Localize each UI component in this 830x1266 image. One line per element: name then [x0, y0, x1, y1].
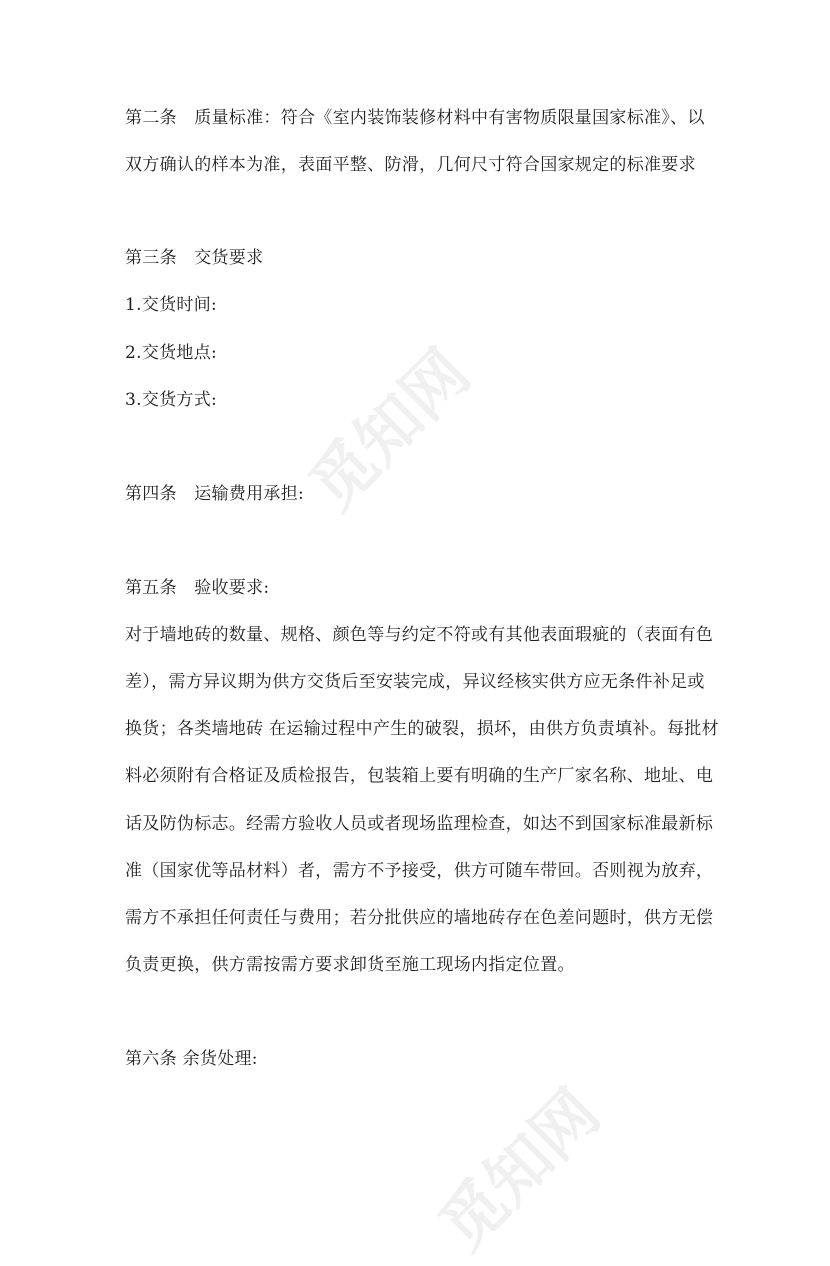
article-5-line-7: 需方不承担任何责任与费用；若分批供应的墙地砖存在色差问题时，供方无偿 [125, 908, 714, 928]
watermark-center: 觅知网 [296, 336, 485, 525]
article-5-heading: 第五条 验收要求: [125, 578, 270, 598]
article-2-line-1: 第二条 质量标准：符合《室内装饰装修材料中有害物质限量国家标准》、以 [125, 108, 705, 128]
article-3-heading: 第三条 交货要求 [125, 248, 264, 268]
article-5-line-5: 话及防伪标志。经需方验收人员或者现场监理检查，如达不到国家标准最新标 [125, 814, 714, 834]
article-3-item-1: 1.交货时间: [125, 295, 218, 315]
article-5-line-2: 差），需方异议期为供方交货后至安装完成，异议经核实供方应无条件补足或 [125, 672, 705, 692]
article-4-heading: 第四条 运输费用承担: [125, 484, 305, 504]
article-5-line-4: 料必须附有合格证及质检报告，包装箱上要有明确的生产厂家名称、地址、电 [125, 766, 714, 786]
article-3-item-2: 2.交货地点: [125, 343, 218, 363]
article-5-line-8: 负责更换，供方需按需方要求卸货至施工现场内指定位置。 [125, 955, 575, 975]
watermark-bottom: 觅知网 [426, 1076, 615, 1265]
article-5-line-1: 对于墙地砖的数量、规格、颜色等与约定不符或有其他表面瑕疵的（表面有色 [125, 625, 714, 645]
article-5-line-6: 准（国家优等品材料）者，需方不予接受，供方可随车带回。否则视为放弃， [125, 861, 714, 881]
article-5-line-3: 换货；各类墙地砖 在运输过程中产生的破裂，损坏，由供方负责填补。每批材 [125, 719, 719, 739]
article-3-item-3: 3.交货方式: [125, 390, 218, 410]
article-6-heading: 第六条 余货处理: [125, 1049, 258, 1069]
article-2-line-2: 双方确认的样本为准，表面平整、防滑，几何尺寸符合国家规定的标准要求 [125, 155, 696, 175]
